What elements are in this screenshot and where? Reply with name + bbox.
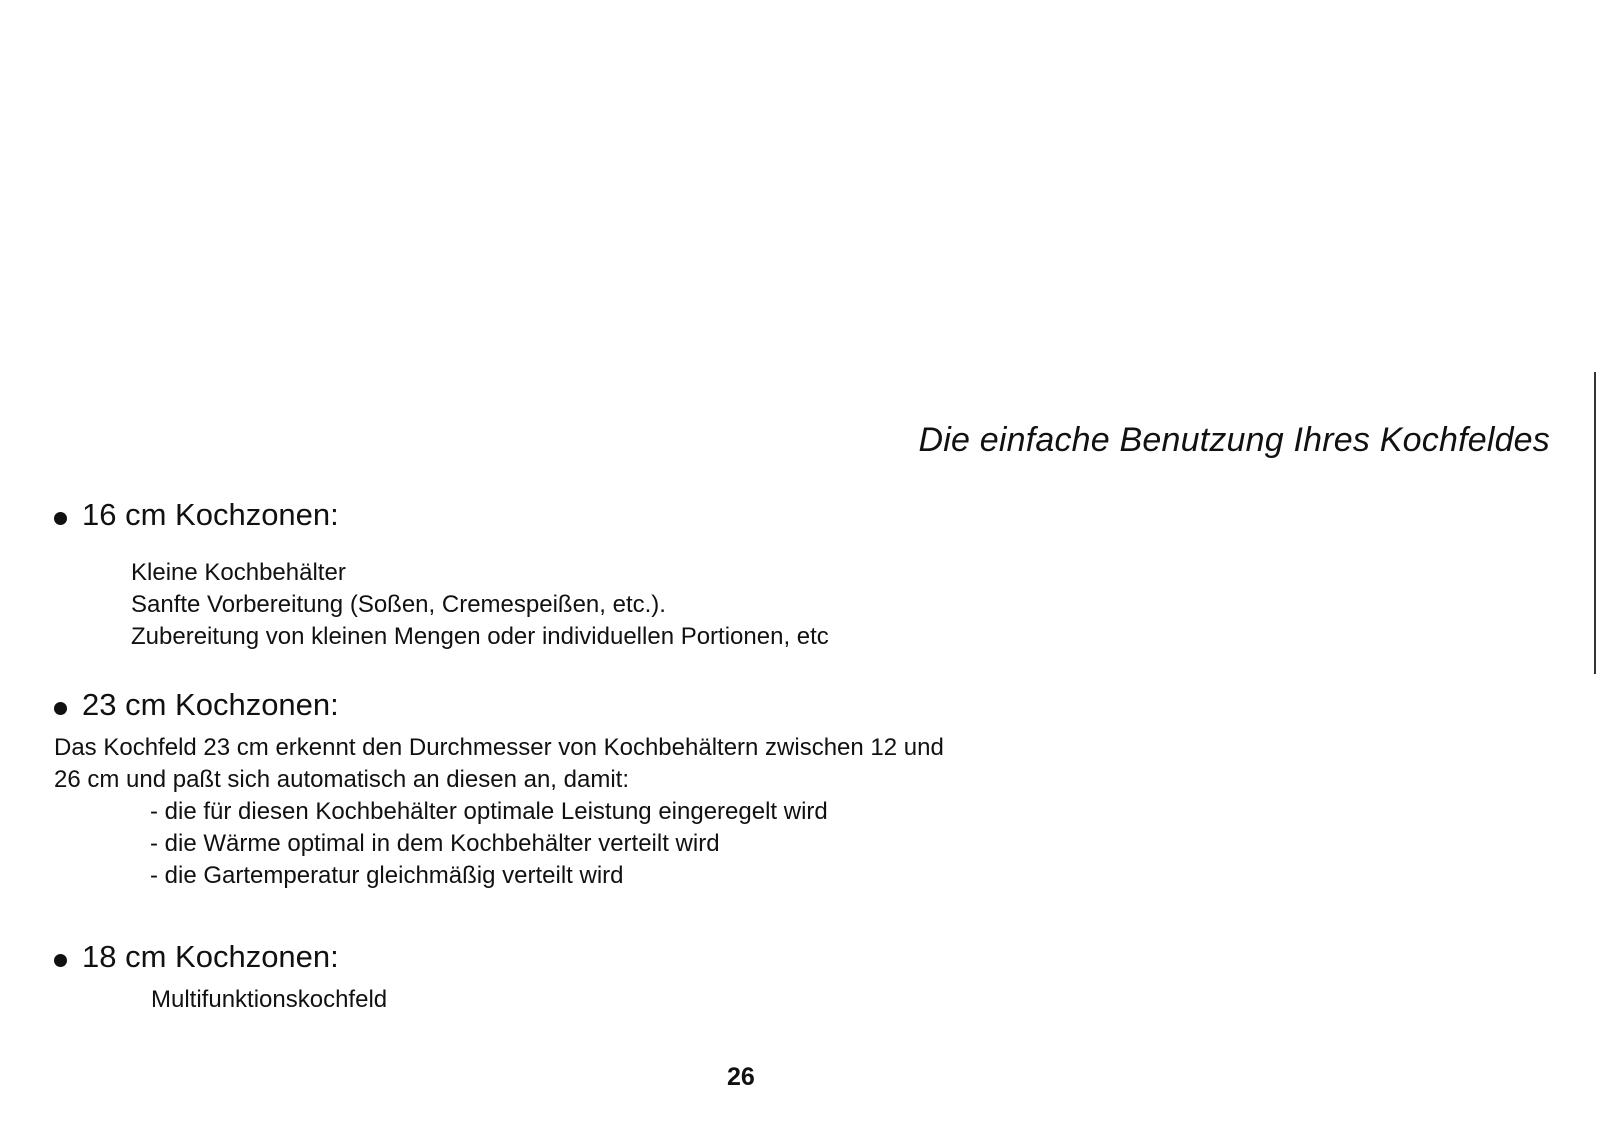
section-list-item: - die Wärme optimal in dem Kochbehälter verteilt wird: [150, 830, 720, 857]
section-list-item: - die Gartemperatur gleichmäßig verteilt wird: [150, 862, 624, 889]
bullet-icon: [54, 954, 67, 967]
page-number: 26: [727, 1063, 755, 1091]
section-heading-text: 18 cm Kochzonen:: [82, 939, 339, 974]
section-heading-16cm: [54, 497, 339, 533]
section-line: Sanfte Vorbereitung (Soßen, Cremespeißen, etc.).: [131, 591, 666, 618]
section-list-item: - die für diesen Kochbehälter optimale Leistung eingeregelt wird: [150, 798, 828, 825]
section-line: Kleine Kochbehälter: [131, 559, 346, 586]
bullet-icon: [54, 512, 67, 525]
section-intro-line: 26 cm und paßt sich automatisch an diesen an, damit:: [54, 766, 629, 793]
section-line: Zubereitung von kleinen Mengen oder individuellen Portionen, etc: [131, 623, 829, 650]
page-edge-rule: [1594, 372, 1596, 674]
running-title: Die einfache Benutzung Ihres Kochfeldes: [918, 421, 1550, 459]
section-intro-line: Das Kochfeld 23 cm erkennt den Durchmesser von Kochbehältern zwischen 12 und: [54, 734, 944, 761]
section-heading-text: 23 cm Kochzonen:: [82, 687, 339, 722]
bullet-icon: [54, 702, 67, 715]
section-heading-23cm: [54, 687, 339, 723]
section-heading-text: 16 cm Kochzonen:: [82, 497, 339, 532]
section-line: Multifunktionskochfeld: [151, 986, 388, 1013]
section-heading-18cm: [54, 939, 339, 975]
